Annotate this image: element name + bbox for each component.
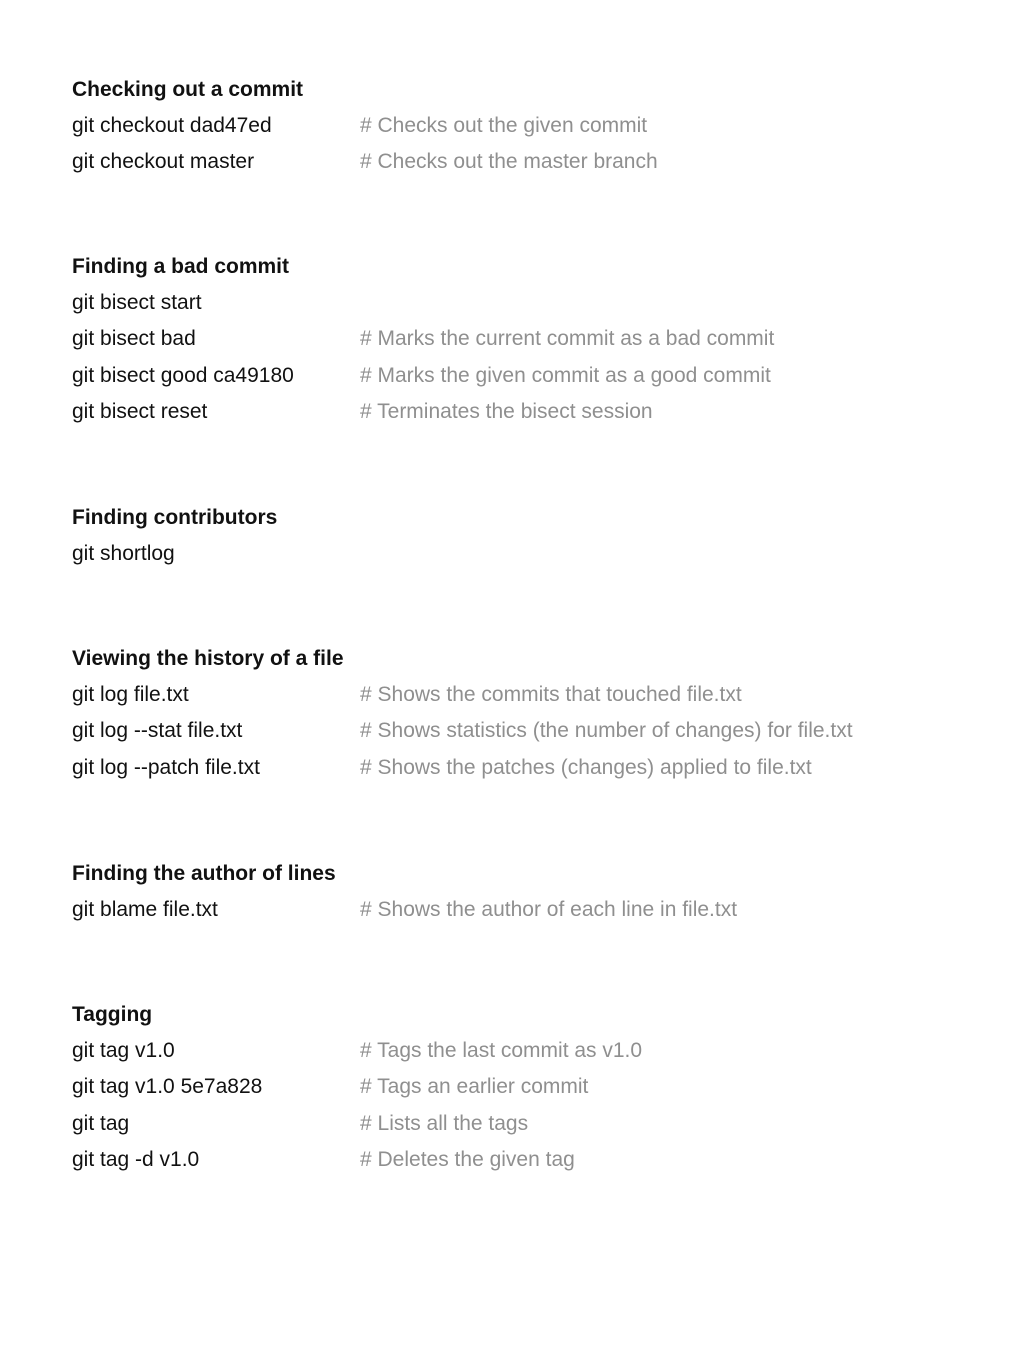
section-finding-bad-commit [72, 249, 972, 430]
command-row [72, 285, 972, 321]
command-comment: # Checks out the master branch [360, 150, 658, 174]
section-title: Finding the author of lines [72, 862, 336, 885]
section-title: Tagging [72, 1003, 153, 1026]
command-comment: # Shows the patches (changes) applied to file.txt [360, 755, 812, 779]
command-comment: # Marks the given commit as a good commit [360, 363, 771, 387]
section-title: Finding a bad commit [72, 255, 290, 278]
section-finding-contributors [72, 500, 972, 572]
command-row [72, 892, 972, 928]
command-row [72, 1069, 972, 1105]
command-comment: # Deletes the given tag [360, 1147, 575, 1171]
command-comment: # Shows the author of each line in file.txt [360, 898, 738, 921]
command-text: git bisect reset [72, 399, 208, 423]
section-title: Finding contributors [72, 506, 278, 529]
command-text: git bisect start [72, 291, 202, 314]
command-comment: # Tags an earlier commit [360, 1075, 589, 1099]
command-comment: # Marks the current commit as a bad commit [360, 327, 775, 351]
command-text: git tag [72, 1111, 130, 1135]
command-row [72, 677, 972, 713]
command-text: git bisect bad [72, 327, 196, 351]
command-row [72, 358, 972, 394]
command-text: git log file.txt [72, 683, 189, 706]
command-comment: # Shows statistics (the number of changes) for file.txt [360, 719, 853, 743]
command-comment: # Shows the commits that touched file.txt [360, 683, 742, 706]
section-title: Checking out a commit [72, 78, 304, 101]
command-text: git tag -d v1.0 [72, 1147, 200, 1171]
command-text: git checkout dad47ed [72, 114, 272, 137]
section-checking-out-commit [72, 72, 972, 181]
command-text: git log --patch file.txt [72, 755, 260, 779]
command-text: git shortlog [72, 542, 175, 565]
command-row [72, 1033, 972, 1069]
command-row [72, 1142, 972, 1178]
command-comment: # Checks out the given commit [360, 114, 648, 137]
command-text: git checkout master [72, 150, 255, 174]
command-comment: # Tags the last commit as v1.0 [360, 1039, 643, 1062]
command-comment: # Lists all the tags [360, 1111, 529, 1135]
command-text: git log --stat file.txt [72, 719, 243, 743]
command-row [72, 321, 972, 357]
command-row [72, 713, 972, 749]
command-text: git bisect good ca49180 [72, 363, 294, 387]
command-text: git blame file.txt [72, 898, 218, 921]
section-finding-author-of-lines [72, 856, 972, 928]
command-row [72, 108, 972, 144]
command-text: git tag v1.0 5e7a828 [72, 1075, 263, 1099]
command-row [72, 536, 972, 572]
section-viewing-file-history [72, 641, 972, 786]
section-tagging [72, 997, 972, 1178]
command-text: git tag v1.0 [72, 1039, 175, 1062]
command-row [72, 1106, 972, 1142]
command-row [72, 394, 972, 430]
command-row [72, 750, 972, 786]
command-comment: # Terminates the bisect session [360, 399, 653, 423]
command-row [72, 144, 972, 180]
section-title: Viewing the history of a file [72, 647, 344, 670]
